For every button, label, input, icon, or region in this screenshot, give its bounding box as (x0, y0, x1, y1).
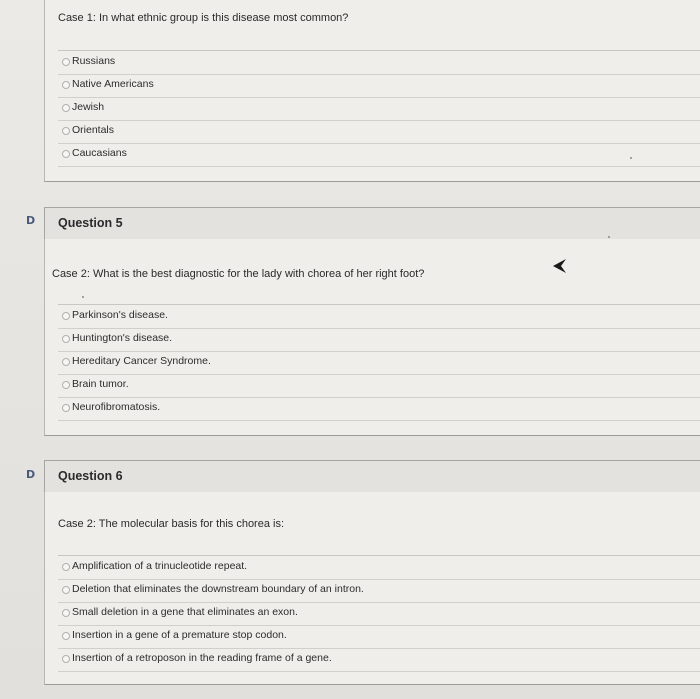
question5-flag-icon[interactable]: D (26, 214, 36, 227)
mouse-cursor-icon (553, 258, 567, 274)
option-label: Native Americans (72, 78, 154, 90)
radio-button[interactable] (62, 150, 70, 158)
radio-button[interactable] (62, 563, 70, 571)
option-label: Brain tumor. (72, 378, 129, 390)
radio-button[interactable] (62, 609, 70, 617)
option-label: Amplification of a trinucleotide repeat. (72, 560, 248, 572)
screen-speck (608, 236, 610, 238)
option-label: Deletion that eliminates the downstream boundary of an intron. (72, 583, 364, 595)
question5-header (44, 207, 700, 240)
option-label: Insertion of a retroposon in the reading frame of a gene. (72, 652, 332, 664)
question6-option-5[interactable] (58, 648, 700, 672)
question5-option-1[interactable] (58, 305, 700, 329)
question5-title: Question 5 (58, 216, 123, 230)
case1-option-3[interactable] (58, 97, 700, 121)
question6-option-4[interactable] (58, 625, 700, 649)
question5-option-3[interactable] (58, 351, 700, 375)
option-label: Huntington's disease. (72, 332, 173, 344)
question5-option-5[interactable] (58, 397, 700, 421)
question6-option-1[interactable] (58, 556, 700, 580)
screen-speck (82, 296, 84, 298)
radio-button[interactable] (62, 381, 70, 389)
radio-button[interactable] (62, 404, 70, 412)
radio-button[interactable] (62, 335, 70, 343)
question6-prompt: Case 2: The molecular basis for this chorea is: (58, 518, 285, 530)
option-label: Parkinson's disease. (72, 309, 168, 321)
option-label: Orientals (72, 124, 115, 136)
case1-option-2[interactable] (58, 74, 700, 98)
option-label: Neurofibromatosis. (72, 401, 161, 413)
question6-option-2[interactable] (58, 579, 700, 603)
radio-button[interactable] (62, 58, 70, 66)
radio-button[interactable] (62, 655, 70, 663)
question6-option-3[interactable] (58, 602, 700, 626)
question6-title: Question 6 (58, 469, 123, 483)
case1-prompt: Case 1: In what ethnic group is this disease most common? (58, 12, 349, 24)
radio-button[interactable] (62, 586, 70, 594)
option-label: Insertion in a gene of a premature stop codon. (72, 629, 287, 641)
radio-button[interactable] (62, 81, 70, 89)
radio-button[interactable] (62, 358, 70, 366)
question6-header (44, 460, 700, 493)
screen-speck (630, 157, 632, 159)
option-label: Small deletion in a gene that eliminates an exon. (72, 606, 298, 618)
option-label: Caucasians (72, 147, 127, 159)
case1-option-5[interactable] (58, 143, 700, 167)
question5-option-4[interactable] (58, 374, 700, 398)
option-label: Russians (72, 55, 116, 67)
radio-button[interactable] (62, 632, 70, 640)
option-label: Hereditary Cancer Syndrome. (72, 355, 211, 367)
question6-flag-icon[interactable]: D (26, 468, 36, 481)
radio-button[interactable] (62, 127, 70, 135)
question5-prompt: Case 2: What is the best diagnostic for the lady with chorea of her right foot? (52, 268, 425, 280)
radio-button[interactable] (62, 104, 70, 112)
option-label: Jewish (72, 101, 105, 113)
case1-option-4[interactable] (58, 120, 700, 144)
question5-option-2[interactable] (58, 328, 700, 352)
radio-button[interactable] (62, 312, 70, 320)
case1-option-1[interactable] (58, 51, 700, 75)
